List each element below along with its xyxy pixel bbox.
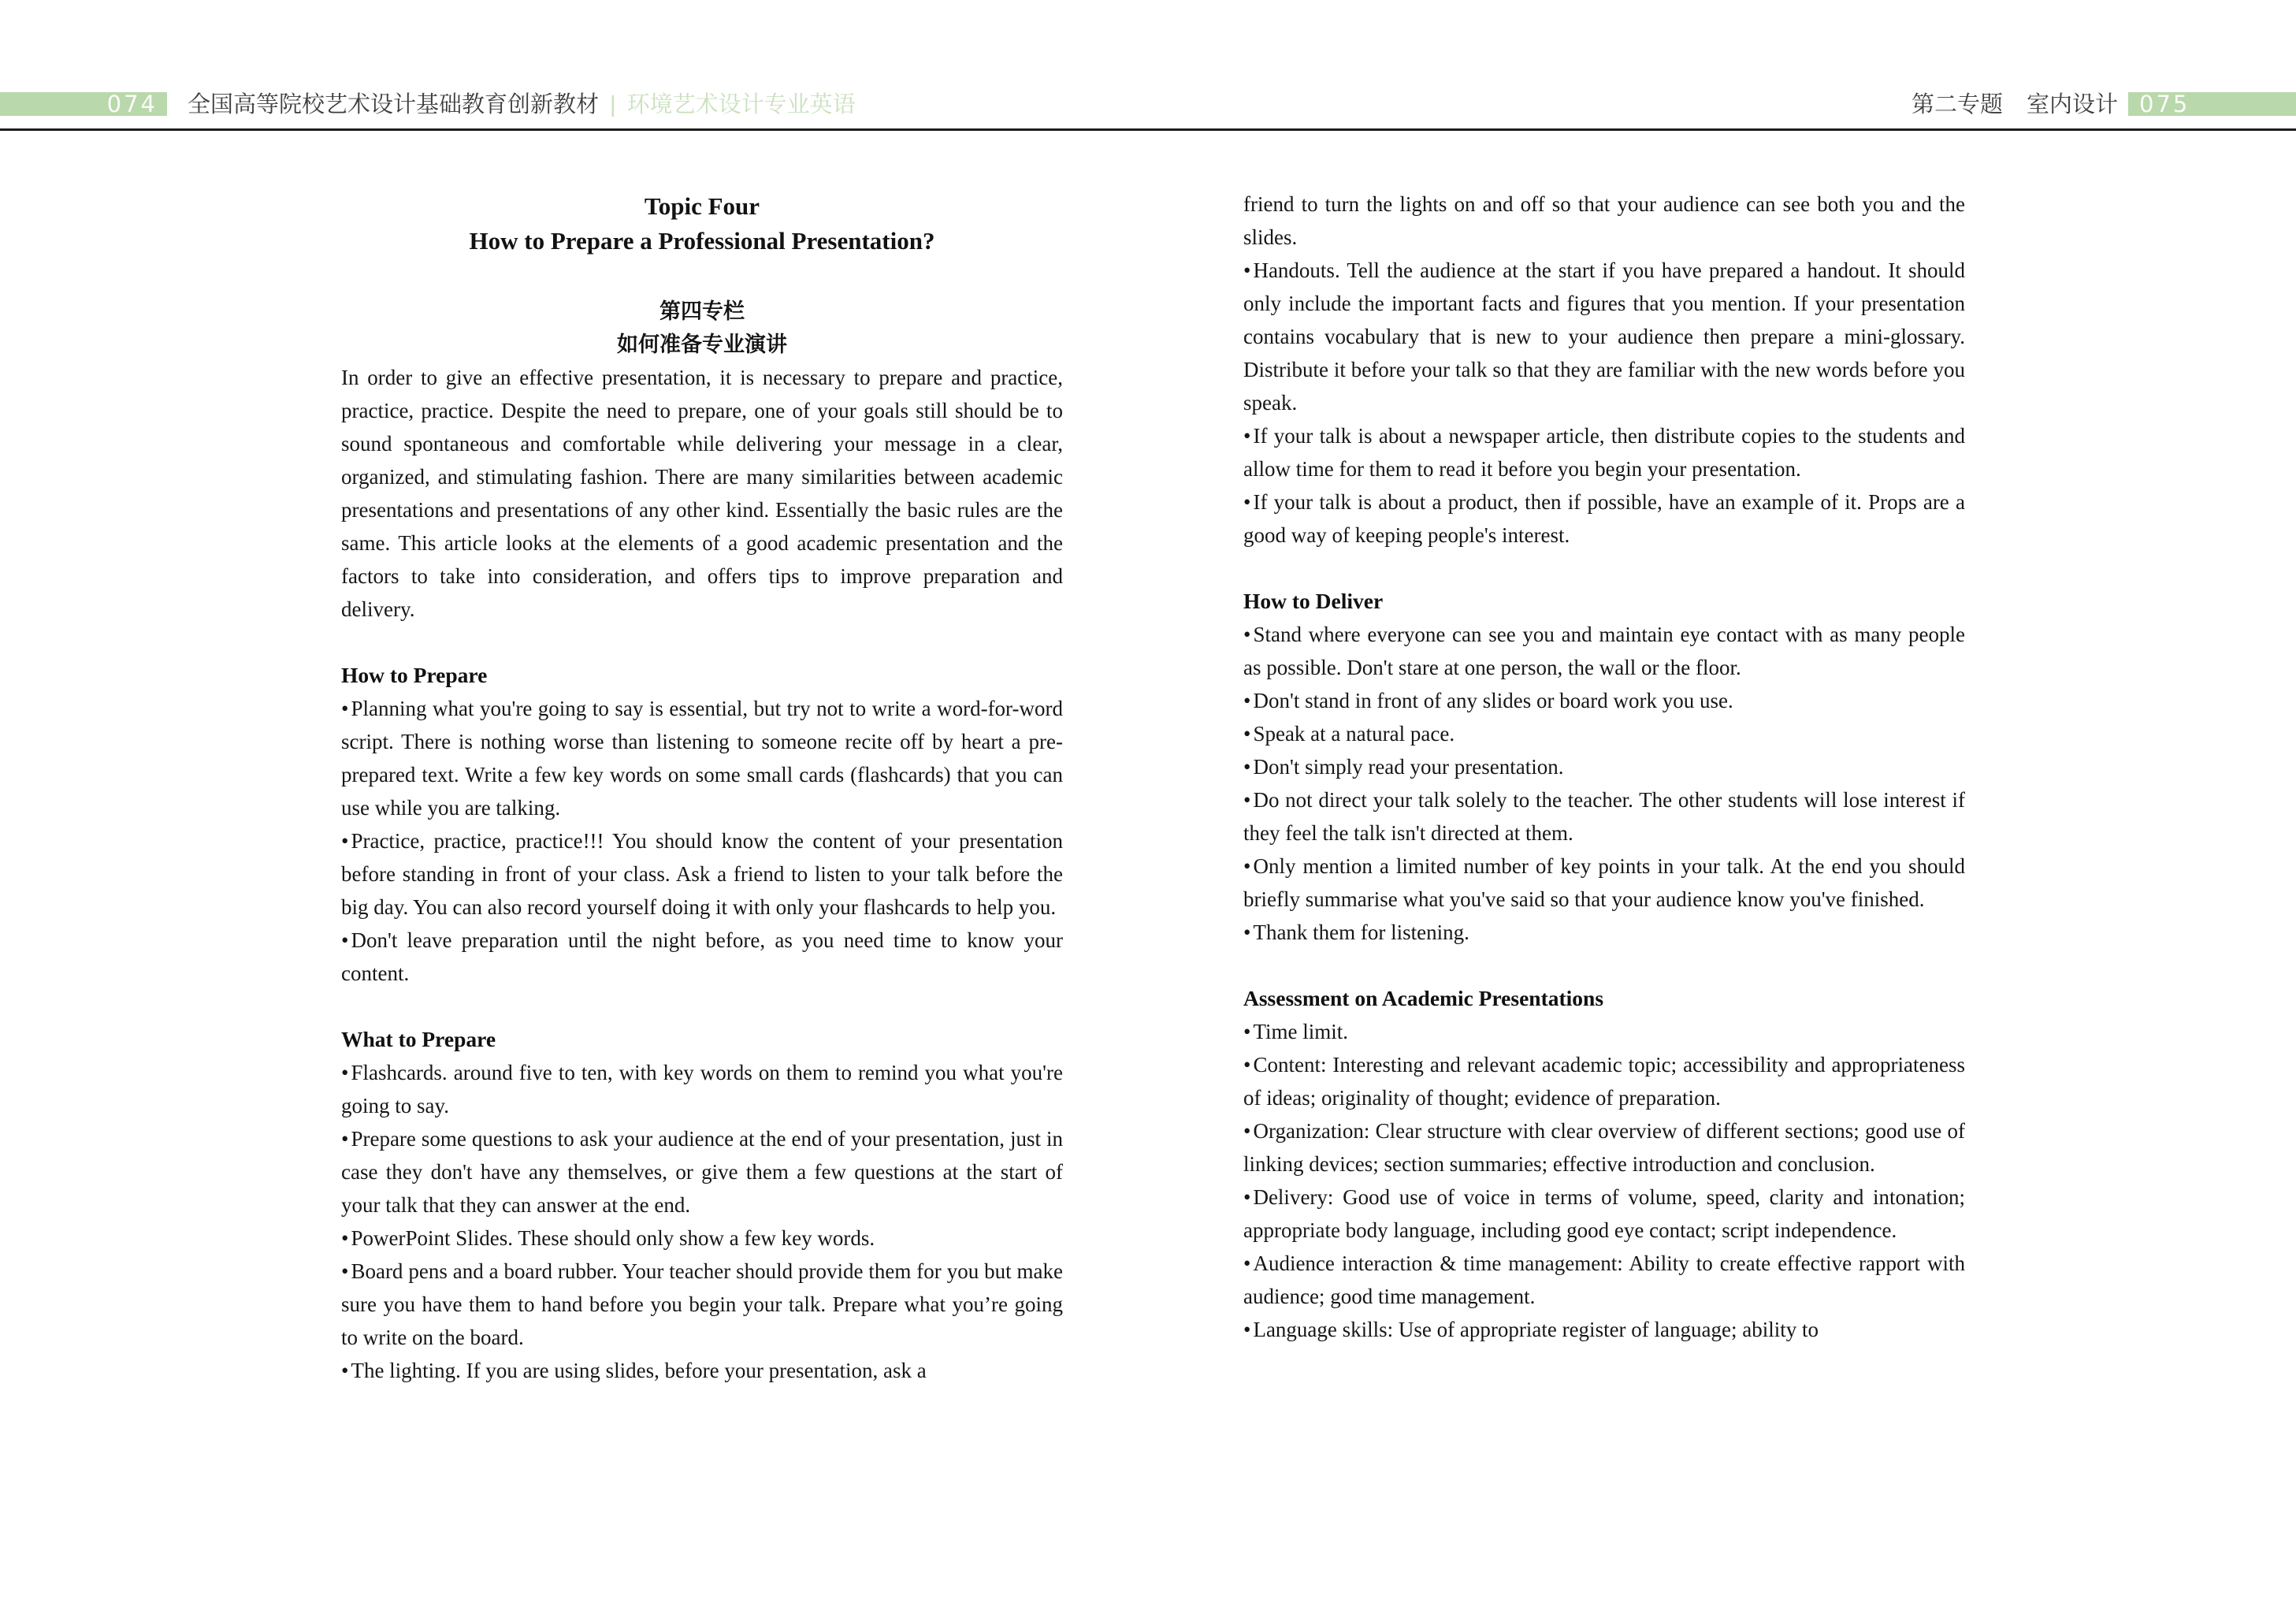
bullet-text: Don't stand in front of any slides or board work you use. (1253, 689, 1733, 712)
bullet-marker: • (341, 1226, 349, 1250)
bullet-text: Handouts. Tell the audience at the start if you have prepared a handout. It should only include the important facts and figures that you mention. If your presentation contains vocabulary that is new to your audience then prepare a mini-glossary. Distribute it before your talk so that they are familiar with the new words before you speak. (1243, 258, 1965, 415)
bullet-text: Prepare some questions to ask your audience at the end of your presentation, just in case they don't have any themselves, or give them a few questions at the start of your talk that they can answer at the end. (341, 1127, 1063, 1217)
bullet-marker: • (1243, 258, 1251, 282)
bullet-text: PowerPoint Slides. These should only show a few key words. (351, 1226, 875, 1250)
right-page-number: 075 (2139, 91, 2190, 117)
bullet-text: Thank them for listening. (1253, 920, 1469, 944)
bullet-item (1243, 618, 1965, 684)
intro-paragraph: In order to give an effective presentation, it is necessary to prepare and practice, practice, practice. Despite the need to prepare, one of your goals still should be to sound spontaneous and comfortable while delivering your message in a clear, organized, and stimulating fashion. There are many similarities between academic presentations and presentations of any other kind. Essentially the basic rules are the same. This article looks at the elements of a good academic presentation and the factors to take into consideration, and offers tips to improve preparation and delivery. (341, 366, 1063, 621)
bullet-marker: • (341, 1061, 349, 1084)
header-divider: | (610, 92, 616, 117)
unit-label: 第二专题 (1911, 92, 2003, 117)
bullet-text: Planning what you're going to say is essential, but try not to write a word-for-word script. There is nothing worse than listening to someone recite off by heart a pre-prepared text. Write a few key words on some small cards (flashcards) that you can use while you are talking. (341, 697, 1063, 820)
bullet-text: Don't leave preparation until the night before, as you need time to know your content. (341, 928, 1063, 985)
bullet-marker: • (1243, 722, 1251, 746)
section-heading-how-to-deliver: How to Deliver (1243, 589, 1384, 613)
bullet-item (1243, 783, 1965, 850)
bullet-marker: • (1243, 1318, 1251, 1341)
bullet-item (341, 1255, 1063, 1354)
bullet-item (1243, 1114, 1965, 1181)
bullet-marker: • (341, 1359, 349, 1382)
bullet-item (1243, 717, 1965, 750)
article-title-cn-line2: 如何准备专业演讲 (617, 333, 787, 356)
bullet-item (341, 1122, 1063, 1222)
left-page-column (341, 0, 1063, 1387)
bullet-text: The lighting. If you are using slides, before your presentation, ask a (351, 1359, 927, 1382)
article-title (341, 189, 1063, 258)
bullet-text: If your talk is about a newspaper article, then distribute copies to the students and allow time for them to read it before you begin your presentation. (1243, 424, 1965, 481)
bullet-text: Speak at a natural pace. (1253, 722, 1455, 746)
bullet-marker: • (341, 829, 349, 853)
article-title-cn-line1: 第四专栏 (659, 299, 745, 323)
bullet-item (341, 1056, 1063, 1122)
section-heading-how-to-prepare: How to Prepare (341, 663, 488, 687)
bullet-text: Don't simply read your presentation. (1253, 755, 1564, 779)
bullet-marker: • (1243, 788, 1251, 812)
bullet-text: Stand where everyone can see you and maintain eye contact with as many people as possible. Don't stare at one person, the wall or the floor. (1243, 623, 1965, 679)
bullet-text: Flashcards. around five to ten, with key words on them to remind you what you're going to say. (341, 1061, 1063, 1118)
book-title: 环境艺术设计专业英语 (626, 92, 856, 117)
bullet-item (1243, 485, 1965, 552)
bullet-marker: • (1243, 689, 1251, 712)
article-title-line2: How to Prepare a Professional Presentation? (469, 227, 935, 255)
bullet-marker: • (1243, 623, 1251, 646)
bullet-text: Time limit. (1253, 1020, 1348, 1043)
right-page-number-bar (2128, 92, 2296, 116)
article-title-chinese (341, 295, 1063, 361)
bullet-marker: • (1243, 1185, 1251, 1209)
left-page-number-bar (0, 92, 167, 116)
bullet-item (341, 924, 1063, 990)
bullet-marker: • (1243, 1053, 1251, 1077)
bullet-text: Content: Interesting and relevant academic topic; accessibility and appropriateness of ideas; originality of thought; evidence of preparation. (1243, 1053, 1965, 1110)
bullet-item (1243, 750, 1965, 783)
bullet-marker: • (1243, 755, 1251, 779)
bullet-text: Practice, practice, practice!!! You should know the content of your presentation before standing in front of your class. Ask a friend to listen to your talk before the big day. You can also record yourself doing it with only your flashcards to help you. (341, 829, 1063, 919)
right-page-column (1243, 0, 1965, 1346)
section-heading-assessment: Assessment on Academic Presentations (1243, 986, 1604, 1010)
unit-topic: 室内设计 (2026, 92, 2118, 117)
bullet-text: Audience interaction & time management: Ability to create effective rapport with audience; good time management. (1243, 1251, 1965, 1308)
left-page-number: 074 (106, 91, 158, 117)
bullet-marker: • (341, 928, 349, 952)
bullet-marker: • (1243, 490, 1251, 514)
bullet-item (1243, 1048, 1965, 1114)
bullet-marker: • (1243, 1020, 1251, 1043)
bullet-marker: • (1243, 920, 1251, 944)
continuation-paragraph: friend to turn the lights on and off so that your audience can see both you and the slides. (1243, 192, 1965, 249)
bullet-item (1243, 1247, 1965, 1313)
bullet-marker: • (1243, 1119, 1251, 1143)
bullet-marker: • (1243, 424, 1251, 448)
bullet-text: Board pens and a board rubber. Your teacher should provide them for you but make sure you have them to hand before you begin your talk. Prepare what you’re going to write on the board. (341, 1259, 1063, 1349)
bullet-text: Organization: Clear structure with clear overview of different sections; good use of linking devices; section summaries; effective introduction and conclusion. (1243, 1119, 1965, 1176)
bullet-item (1243, 1313, 1965, 1346)
bullet-item (1243, 1181, 1965, 1247)
bullet-marker: • (1243, 1251, 1251, 1275)
bullet-item (341, 692, 1063, 824)
bullet-item (341, 824, 1063, 924)
bullet-marker: • (341, 1127, 349, 1151)
bullet-text: Delivery: Good use of voice in terms of volume, speed, clarity and intonation; appropriate body language, including good eye contact; script independence. (1243, 1185, 1965, 1242)
bullet-item (1243, 684, 1965, 717)
bullet-item (1243, 850, 1965, 916)
bullet-text: If your talk is about a product, then if possible, have an example of it. Props are a good way of keeping people's interest. (1243, 490, 1965, 547)
bullet-text: Do not direct your talk solely to the teacher. The other students will lose interest if they feel the talk isn't directed at them. (1243, 788, 1965, 845)
bullet-item (341, 1222, 1063, 1255)
bullet-item (1243, 1015, 1965, 1048)
bullet-text: Language skills: Use of appropriate register of language; ability to (1253, 1318, 1819, 1341)
bullet-item (1243, 254, 1965, 419)
bullet-item (1243, 916, 1965, 949)
bullet-text: Only mention a limited number of key points in your talk. At the end you should briefly summarise what you've said so that your audience know you've finished. (1243, 854, 1965, 911)
article-title-line1: Topic Four (644, 192, 760, 220)
series-title: 全国高等院校艺术设计基础教育创新教材 (188, 92, 600, 117)
bullet-marker: • (1243, 854, 1251, 878)
bullet-marker: • (341, 1259, 349, 1283)
section-heading-what-to-prepare: What to Prepare (341, 1027, 496, 1051)
bullet-item (1243, 419, 1965, 485)
bullet-marker: • (341, 697, 349, 720)
bullet-item (341, 1354, 1063, 1387)
